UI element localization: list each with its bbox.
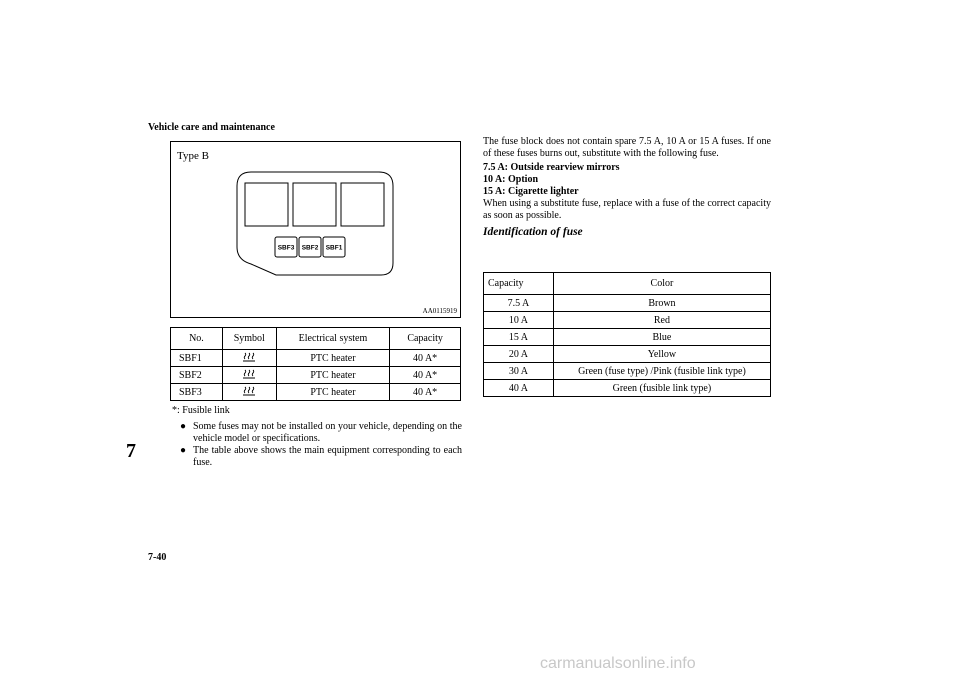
substitute-line: 10 A: Option: [483, 174, 539, 185]
substitute-line: 7.5 A: Outside rearview mirrors: [483, 162, 620, 173]
fuse-color: Green (fusible link type): [553, 380, 770, 397]
table-row: [484, 346, 771, 363]
list-item: [180, 421, 462, 445]
figure-code: AA0115919: [422, 307, 457, 315]
fuse-capacity: 40 A: [484, 380, 554, 397]
fuse-no: SBF1: [171, 350, 223, 367]
fuse-block-figure: [170, 141, 461, 318]
heater-symbol-icon: [222, 384, 276, 401]
note-text: The table above shows the main equipment corresponding to each fuse.: [193, 445, 462, 468]
heater-symbol-icon: [222, 350, 276, 367]
footnote: *: Fusible link: [172, 405, 230, 416]
fuse-no: SBF3: [171, 384, 223, 401]
fuse-capacity: 40 A*: [390, 367, 461, 384]
right-column: [483, 136, 771, 238]
note-text: Some fuses may not be installed on your vehicle, depending on the vehicle model or specifications.: [193, 421, 462, 444]
figure-title: Type B: [177, 150, 209, 162]
column-header: Symbol: [222, 328, 276, 350]
table-row: [171, 384, 461, 401]
table-row: [484, 312, 771, 329]
heater-symbol-icon: [222, 367, 276, 384]
table-row: [484, 295, 771, 312]
fuse-capacity: 30 A: [484, 363, 554, 380]
page-header: Vehicle care and maintenance: [148, 122, 275, 133]
table-row: [484, 380, 771, 397]
table-header-row: [171, 328, 461, 350]
fuse-color: Brown: [553, 295, 770, 312]
fuse-label: SBF1: [325, 244, 343, 252]
notes-list: [180, 421, 462, 469]
fuse-color-table: [483, 272, 771, 397]
column-header: Capacity: [484, 273, 554, 295]
fuse-slot: [245, 183, 288, 226]
watermark: carmanualsonline.info: [540, 655, 696, 672]
fuse-table: [170, 327, 461, 401]
column-header: No.: [171, 328, 223, 350]
page-number: 7-40: [148, 552, 167, 563]
fuse-capacity: 10 A: [484, 312, 554, 329]
fuse-capacity: 20 A: [484, 346, 554, 363]
fuse-capacity: 40 A*: [390, 384, 461, 401]
fuse-label: SBF2: [301, 244, 319, 252]
fuse-label: SBF3: [277, 244, 295, 252]
fuse-color: Green (fuse type) /Pink (fusible link type): [553, 363, 770, 380]
column-header: Capacity: [390, 328, 461, 350]
advice-paragraph: When using a substitute fuse, replace with a fuse of the correct capacity as soon as possible.: [483, 198, 771, 221]
electrical-system: PTC heater: [276, 384, 390, 401]
table-row: [484, 329, 771, 346]
electrical-system: PTC heater: [276, 367, 390, 384]
fuse-capacity: 7.5 A: [484, 295, 554, 312]
intro-paragraph: The fuse block does not contain spare 7.5 A, 10 A or 15 A fuses. If one of these fuses burns out, substitute with the following fuse.: [483, 136, 771, 159]
column-header: Color: [553, 273, 770, 295]
table-header-row: [484, 273, 771, 295]
substitute-line: 15 A: Cigarette lighter: [483, 186, 579, 197]
fuse-capacity: 40 A*: [390, 350, 461, 367]
fuse-color: Blue: [553, 329, 770, 346]
fuse-block-diagram: [171, 142, 462, 319]
table-row: [484, 363, 771, 380]
fuse-slot: [293, 183, 336, 226]
table-row: [171, 350, 461, 367]
fuse-color: Yellow: [553, 346, 770, 363]
chapter-tab: 7: [126, 440, 136, 462]
bullet-icon: ●: [180, 421, 187, 432]
section-title: Identification of fuse: [483, 226, 583, 238]
electrical-system: PTC heater: [276, 350, 390, 367]
bullet-icon: ●: [180, 445, 187, 456]
fuse-capacity: 15 A: [484, 329, 554, 346]
fuse-slot: [341, 183, 384, 226]
table-row: [171, 367, 461, 384]
column-header: Electrical system: [276, 328, 390, 350]
list-item: [180, 445, 462, 469]
fuse-color: Red: [553, 312, 770, 329]
fuse-no: SBF2: [171, 367, 223, 384]
